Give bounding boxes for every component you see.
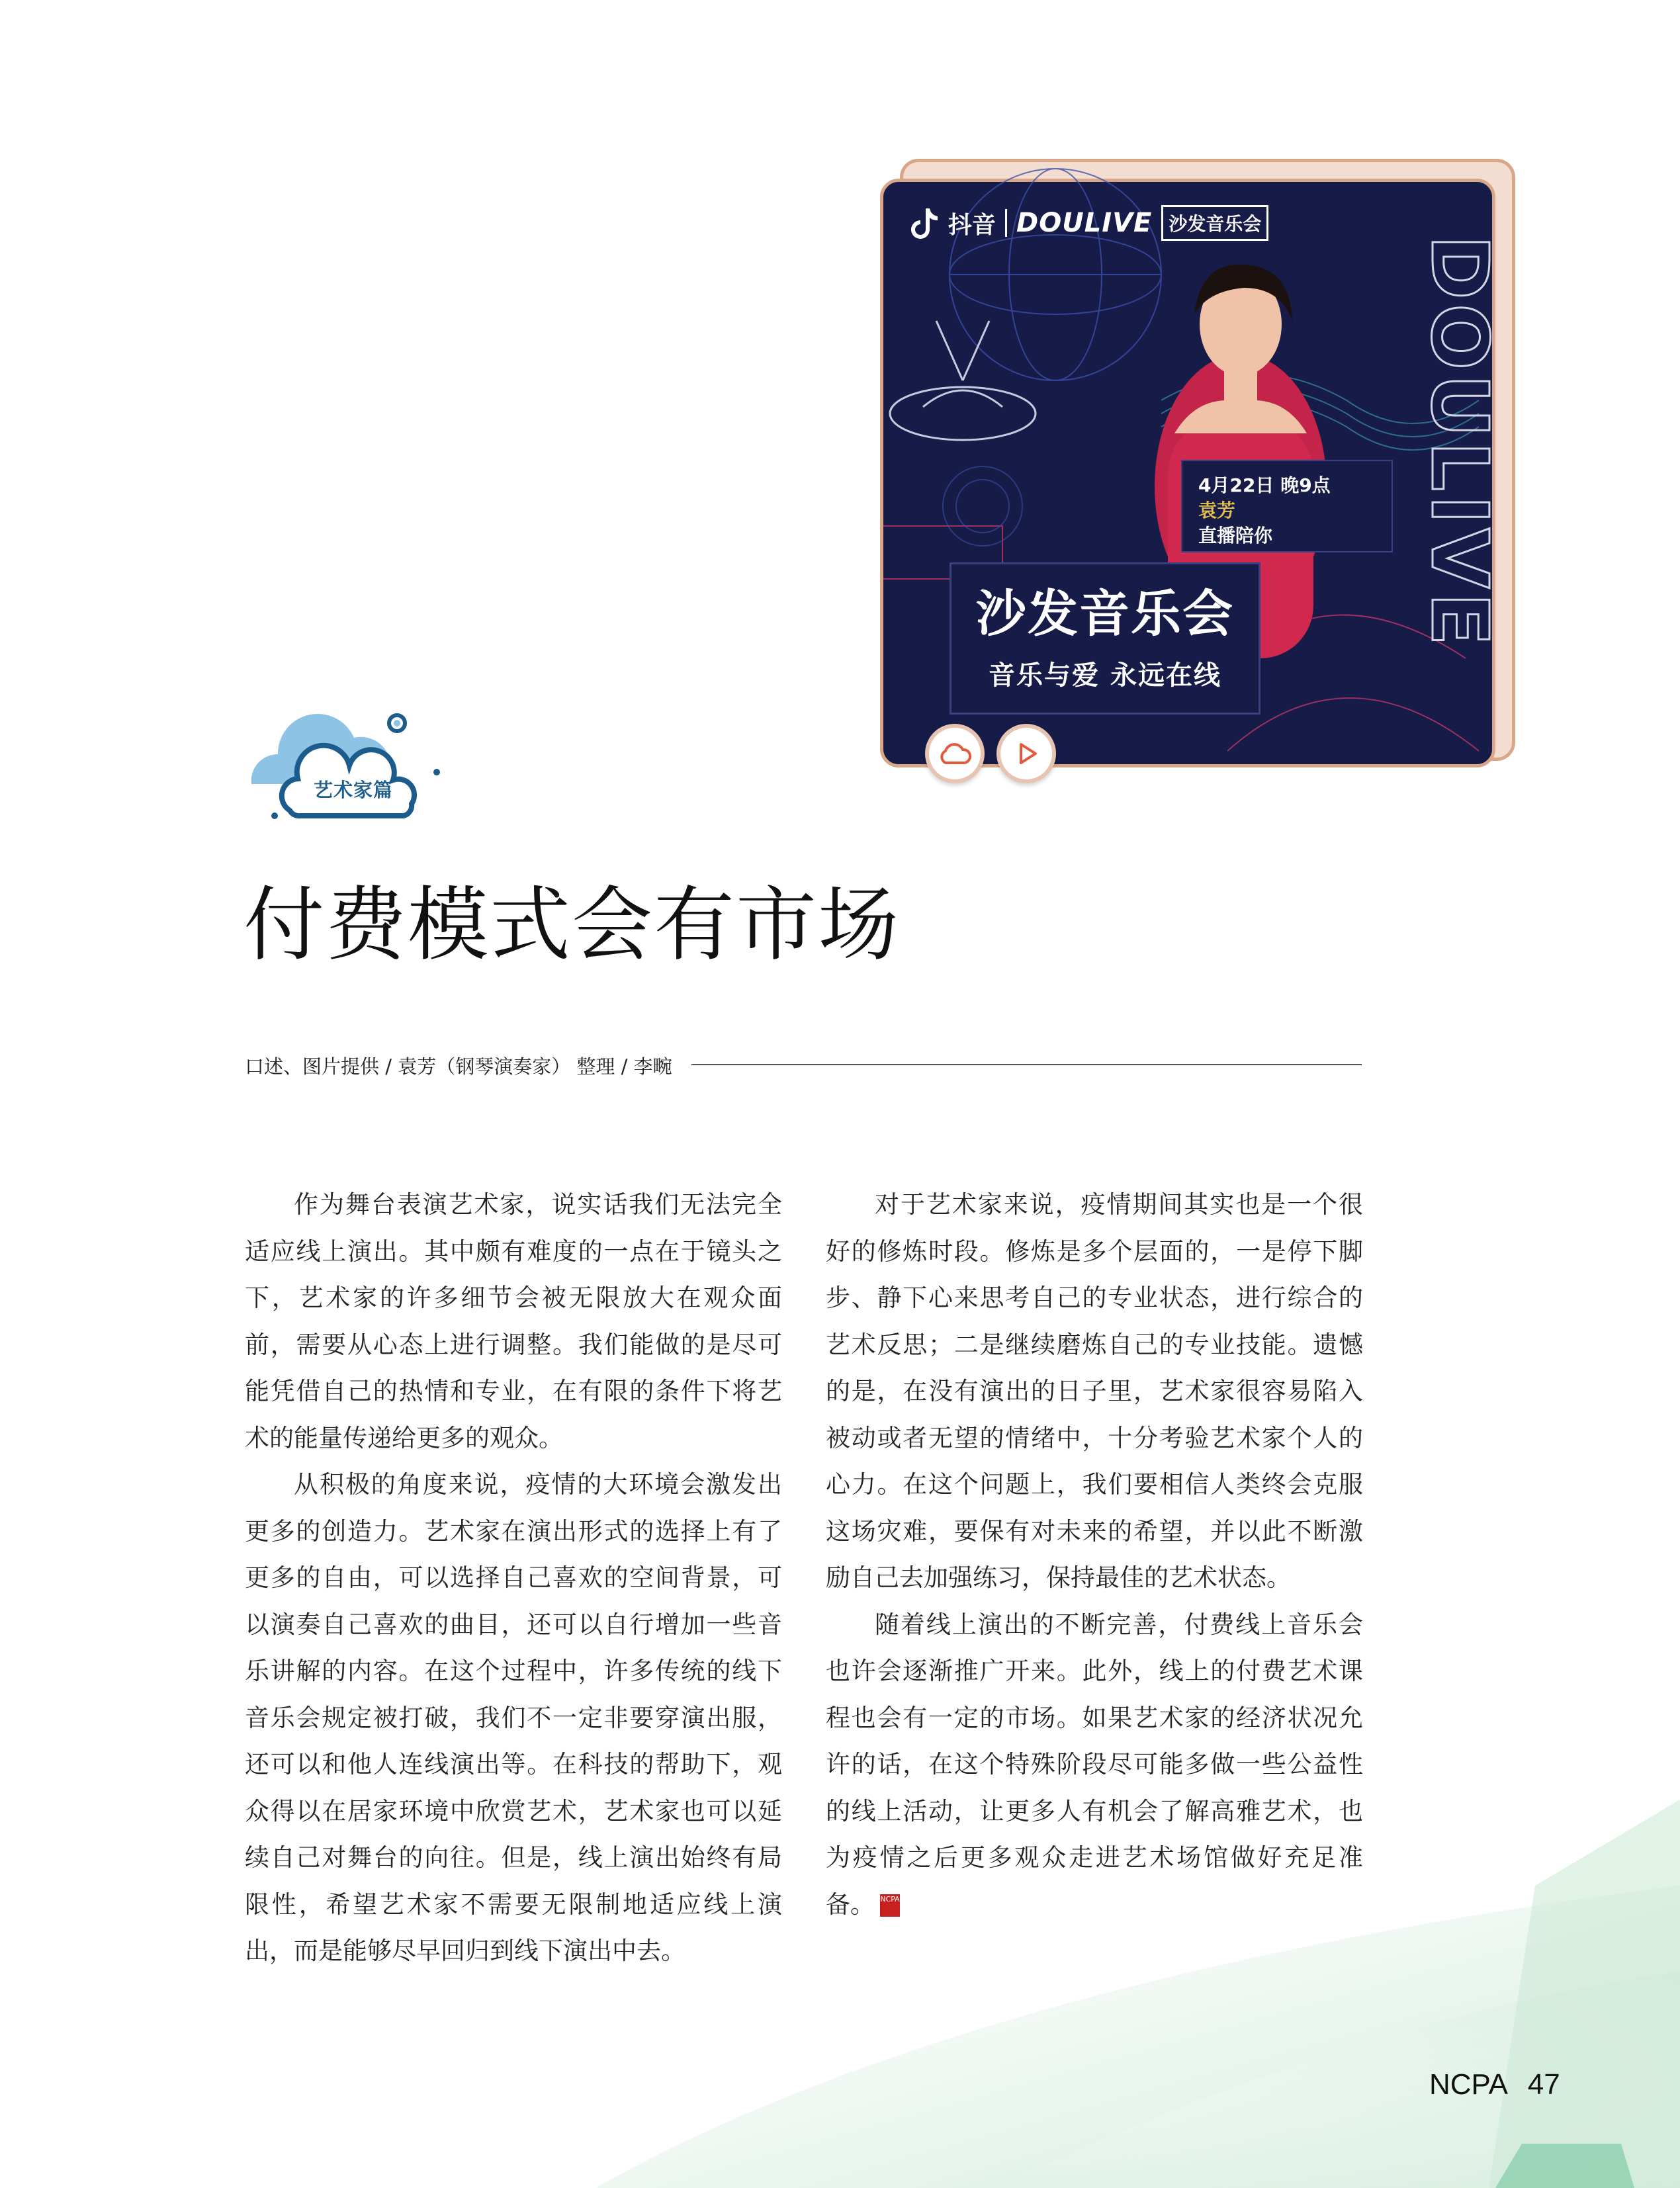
section-label: 艺术家篇 [314, 779, 394, 801]
byline-rule [691, 1064, 1362, 1065]
end-mark-icon: NCPA [880, 1894, 900, 1917]
section-cloud-icon [238, 705, 450, 824]
concert-poster [880, 179, 1505, 767]
paragraph: 从积极的角度来说，疫情的大环境会激发出更多的创造力。艺术家在演出形式的选择上有了更多的自由，可以选择自己喜欢的空间背景，可以演奏自己喜欢的曲目，还可以自行增加一些音乐讲解的内容。在这个过程中，许多传统的线下音乐会规定被打破，我们不一定非要穿演出服，还可以和他人连线演出等。在科技的帮助下，观众得以在居家环境中欣赏艺术，艺术家也可以延续自己对舞台的向往。但是，线上演出始终有局限性，希望艺术家不需要无限制地适应线上演出，而是能够尽早回归到线下演出中去。 [245, 1470, 782, 1965]
cloud-icon [938, 742, 972, 766]
series-tag: 沙发音乐会 [1161, 205, 1268, 241]
poster-title-box [950, 562, 1260, 715]
poster-logo [910, 203, 1268, 243]
body-column-right [826, 1182, 1363, 1928]
footer-brand: NCPA [1429, 2068, 1507, 2101]
paragraph: 对于艺术家来说，疫情期间其实也是一个很好的修炼时段。修炼是多个层面的，一是停下脚步、静下心来思考自己的专业状态，进行综合的艺术反思；二是继续磨炼自己的专业技能。遗憾的是，在没有演出的日子里，艺术家很容易陷入被动或者无望的情绪中，十分考验艺术家个人的心力。在这个问题上，我们要相信人类终会克服这场灾难，要保有对未来的希望，并以此不断激励自己去加强练习，保持最佳的艺术状态。 [826, 1190, 1363, 1592]
poster-vertical-text: DOULIVE [1414, 235, 1505, 650]
paragraph-text: 随着线上演出的不断完善，付费线上音乐会也许会逐渐推广开来。此外，线上的付费艺术课程也会有一定的市场。如果艺术家的经济状况允许的话，在这个特殊阶段尽可能多做一些公益性的线上活动，让更多人有机会了解高雅艺术，也为疫情之后更多观众走进艺术场馆做好充足准备。 [826, 1610, 1363, 1919]
play-button[interactable] [996, 724, 1056, 783]
play-icon [1013, 740, 1039, 767]
byline: 口述、图片提供 / 袁芳（钢琴演奏家） 整理 / 李畹 [245, 1055, 672, 1078]
paragraph: 作为舞台表演艺术家，说实话我们无法完全适应线上演出。其中颇有难度的一点在于镜头之下，艺术家的许多细节会被无限放大在观众面前，需要从心态上进行调整。我们能做的是尽可能凭借自己的热情和专业，在有限的条件下将艺术的能量传递给更多的观众。 [245, 1190, 782, 1452]
headline: 付费模式会有市场 [243, 878, 900, 972]
poster-title: 沙发音乐会 [976, 584, 1234, 643]
brand-name: DOULIVE [1016, 208, 1153, 238]
paragraph [826, 1602, 1363, 1929]
page-number: 47 [1527, 2068, 1560, 2101]
douyin-logo-icon [910, 206, 939, 240]
poster-info-box [1181, 460, 1393, 552]
poster-performer: 袁芳 [1198, 500, 1236, 521]
page-footer [1429, 2068, 1560, 2101]
poster-date-time: 4月22日 晚9点 [1198, 474, 1331, 496]
logo-divider [1005, 209, 1007, 237]
platform-name: 抖音 [948, 211, 996, 239]
cloud-button[interactable] [925, 724, 985, 783]
poster-live-text: 直播陪你 [1198, 525, 1273, 547]
poster-subtitle: 音乐与爱 永远在线 [989, 660, 1221, 691]
body-column-left [245, 1182, 782, 1975]
